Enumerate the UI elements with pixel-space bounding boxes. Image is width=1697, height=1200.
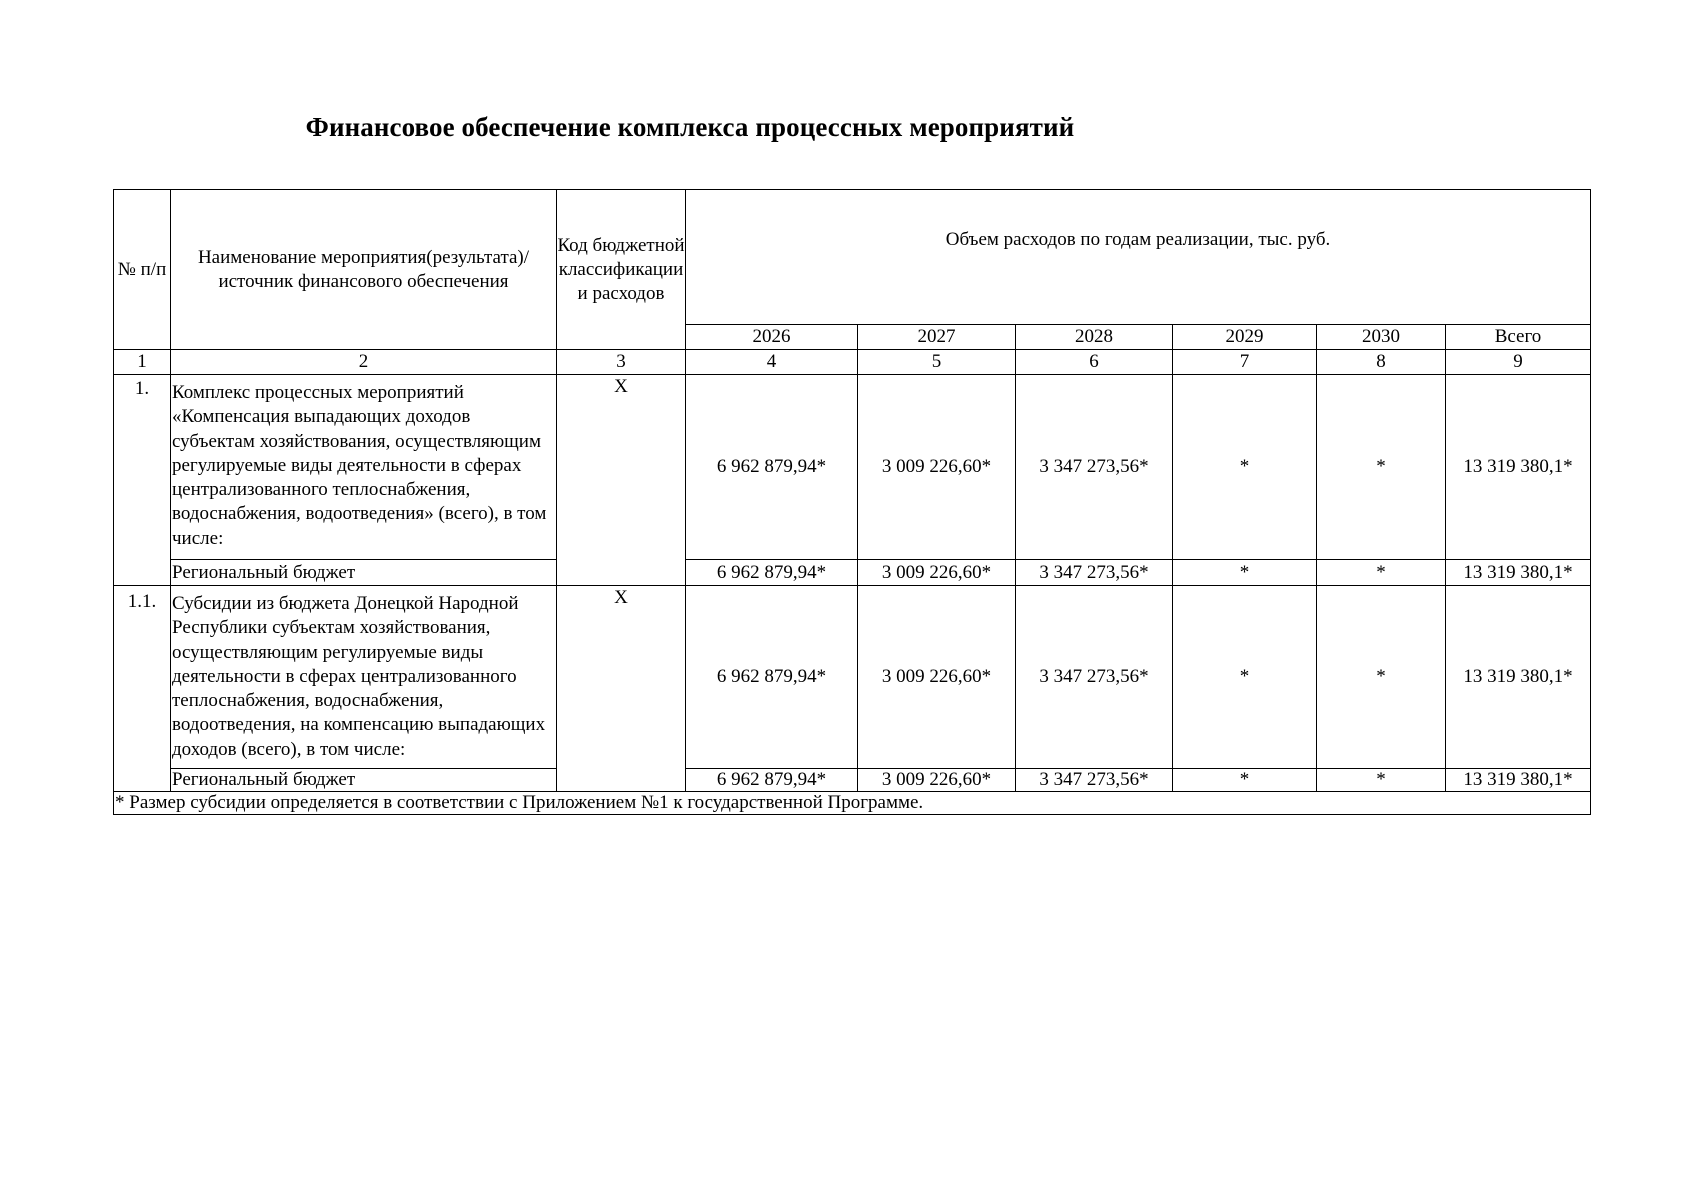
header-year-2029: 2029 bbox=[1173, 325, 1317, 350]
column-number: 7 bbox=[1173, 350, 1317, 375]
row-code: X bbox=[557, 586, 686, 792]
header-name bbox=[171, 190, 557, 350]
column-number: 6 bbox=[1016, 350, 1173, 375]
budget-value-2026: 6 962 879,94* bbox=[686, 769, 858, 792]
value-2028: 3 347 273,56* bbox=[1016, 375, 1173, 560]
value-2028: 3 347 273,56* bbox=[1016, 586, 1173, 769]
value-total: 13 319 380,1* bbox=[1446, 586, 1591, 769]
header-num: № п/п bbox=[114, 190, 171, 350]
value-2027: 3 009 226,60* bbox=[858, 375, 1016, 560]
table-row bbox=[114, 769, 1591, 792]
budget-label: Региональный бюджет bbox=[171, 769, 557, 792]
value-2030: * bbox=[1317, 586, 1446, 769]
value-2030: * bbox=[1317, 375, 1446, 560]
header-total: Всего bbox=[1446, 325, 1591, 350]
budget-value-total: 13 319 380,1* bbox=[1446, 560, 1591, 586]
value-total: 13 319 380,1* bbox=[1446, 375, 1591, 560]
column-number: 2 bbox=[171, 350, 557, 375]
value-2029: * bbox=[1173, 586, 1317, 769]
header-year-2026: 2026 bbox=[686, 325, 858, 350]
budget-value-2027: 3 009 226,60* bbox=[858, 560, 1016, 586]
column-number: 3 bbox=[557, 350, 686, 375]
budget-value-2029: * bbox=[1173, 769, 1317, 792]
header-volume: Объем расходов по годам реализации, тыс. руб. bbox=[686, 190, 1591, 325]
table-row bbox=[114, 375, 1591, 560]
value-2027: 3 009 226,60* bbox=[858, 586, 1016, 769]
footnote: * Размер субсидии определяется в соответствии с Приложением №1 к государственной Программе. bbox=[114, 792, 1591, 815]
budget-value-2026: 6 962 879,94* bbox=[686, 560, 858, 586]
budget-value-2028: 3 347 273,56* bbox=[1016, 769, 1173, 792]
header-code bbox=[557, 190, 686, 350]
column-number: 4 bbox=[686, 350, 858, 375]
financial-table bbox=[113, 189, 1591, 815]
header-year-2027: 2027 bbox=[858, 325, 1016, 350]
table-row bbox=[114, 560, 1591, 586]
header-year-2030: 2030 bbox=[1317, 325, 1446, 350]
budget-value-2028: 3 347 273,56* bbox=[1016, 560, 1173, 586]
header-code-text: Код бюджетной классификации и расходов bbox=[557, 234, 685, 304]
value-2026: 6 962 879,94* bbox=[686, 375, 858, 560]
column-number: 1 bbox=[114, 350, 171, 375]
column-number: 9 bbox=[1446, 350, 1591, 375]
row-name: Субсидии из бюджета Донецкой Народной Республики субъектам хозяйствования, осуществляющим регулируемые виды деятельности в сферах централизованного теплоснабжения, водоснабжения, водоотведения, на компенсацию выпадающих доходов (всего), в том числе: bbox=[171, 586, 557, 769]
column-number: 8 bbox=[1317, 350, 1446, 375]
header-year-2028: 2028 bbox=[1016, 325, 1173, 350]
budget-label: Региональный бюджет bbox=[171, 560, 557, 586]
table-row bbox=[114, 586, 1591, 769]
row-name: Комплекс процессных мероприятий «Компенсация выпадающих доходов субъектам хозяйствования, осуществляющим регулируемые виды деятельности в сферах централизованного теплоснабжения, водоснабжения, водоотведения» (всего), в том числе: bbox=[171, 375, 557, 560]
column-number: 5 bbox=[858, 350, 1016, 375]
value-2026: 6 962 879,94* bbox=[686, 586, 858, 769]
budget-value-2030: * bbox=[1317, 769, 1446, 792]
value-2029: * bbox=[1173, 375, 1317, 560]
budget-value-2027: 3 009 226,60* bbox=[858, 769, 1016, 792]
row-number: 1. bbox=[114, 375, 171, 586]
page-title: Финансовое обеспечение комплекса процессных мероприятий bbox=[305, 112, 1075, 142]
budget-value-2029: * bbox=[1173, 560, 1317, 586]
row-number: 1.1. bbox=[114, 586, 171, 792]
row-code: X bbox=[557, 375, 686, 586]
budget-value-2030: * bbox=[1317, 560, 1446, 586]
column-number-row bbox=[114, 350, 1591, 375]
header-name-text: Наименование мероприятия(результата)/ источник финансового обеспечения bbox=[197, 246, 530, 292]
budget-value-total: 13 319 380,1* bbox=[1446, 769, 1591, 792]
